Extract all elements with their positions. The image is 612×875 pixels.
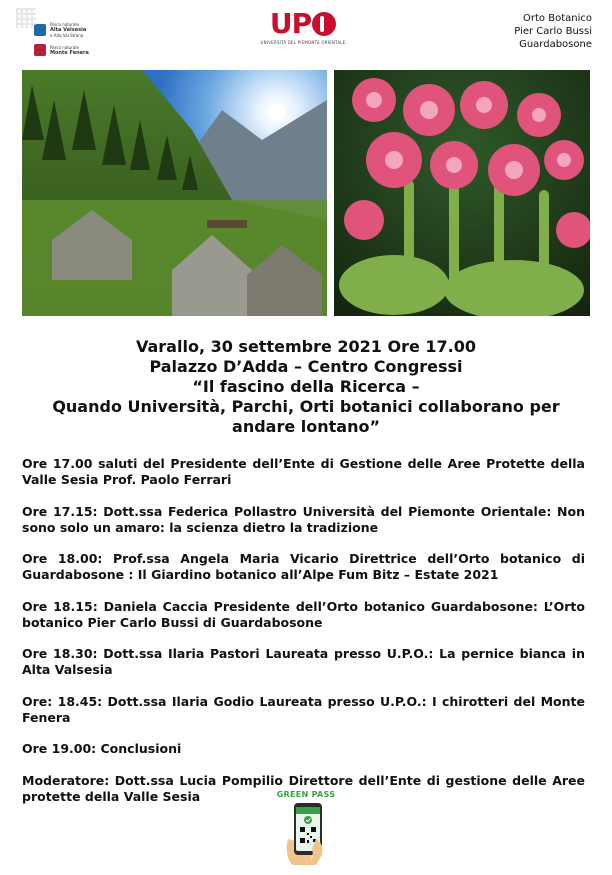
park-badge-icon [34,44,46,56]
title-theme-line-3: andare lontano” [232,417,380,436]
title-theme-line-1: “Il fascino della Ricerca – [192,377,420,396]
moderatore-item: Moderatore: Dott.ssa Lucia Pompilio Direttore dell’Ente di gestione delle Aree protette della Valle Sesia [22,772,585,804]
conclusioni-item: Ore 19.00: Conclusioni [22,741,182,756]
park-logos [16,10,96,70]
green-pass-label: GREEN PASS [276,790,336,799]
monte-fenera-logo: Parco naturale Monte Fenera [34,44,96,56]
upo-logo: UP UNIVERSITÀ DEL PIEMONTE ORIENTALE [260,7,346,45]
program-item: Ore 18.30: Dott.ssa Ilaria Pastori Laureata presso U.P.O.: La pernice bianca in Alta Valsesia [22,646,585,677]
program-item: Ore 18.00: Prof.ssa Angela Maria Vicario Direttrice dell’Orto botanico di Guardabosone : Il Giardino botanico all’Alpe Fum Bitz – Estate 2021 [22,551,585,582]
green-pass-badge [274,790,338,870]
title-date-line: Varallo, 30 settembre 2021 Ore 17.00 [135,337,477,356]
grid-logo-icon [16,8,36,28]
phone-qr-icon [282,799,330,869]
mountain-village-photo [22,70,327,316]
program-item: Ore 17.15: Dott.ssa Federica Pollastro Università del Piemonte Orientale: Non sono solo un amaro: la scienza dietro la tradizione [22,503,585,535]
title-venue-line: Palazzo D’Adda – Centro Congressi [149,357,463,376]
program-item: Ore 18.15: Daniela Caccia Presidente dell’Orto botanico Guardabosone: L’Orto botanico Pier Carlo Bussi di Guardabosone [22,598,585,630]
title-theme-line-2: Quando Università, Parchi, Orti botanici collaborano per [52,397,560,416]
alta-valsesia-logo: Parco naturale Alta Valsesia e Alta Val Strona [34,22,96,38]
upo-o-icon [312,12,336,36]
program-item: Ore 17.00 saluti del Presidente dell’Ente di Gestione delle Aree Protette della Valle Sesia Prof. Paolo Ferrari [22,456,585,487]
orto-botanico-title: Orto Botanico Pier Carlo Bussi Guardabosone [514,13,592,50]
event-title-block [20,337,592,437]
program-item: Ore: 18.45: Dott.ssa Ilaria Godio Laureata presso U.P.O.: I chirotteri del Monte Fenera [22,693,585,725]
program-list [22,456,585,805]
sempervivum-flowers-photo [334,70,590,316]
